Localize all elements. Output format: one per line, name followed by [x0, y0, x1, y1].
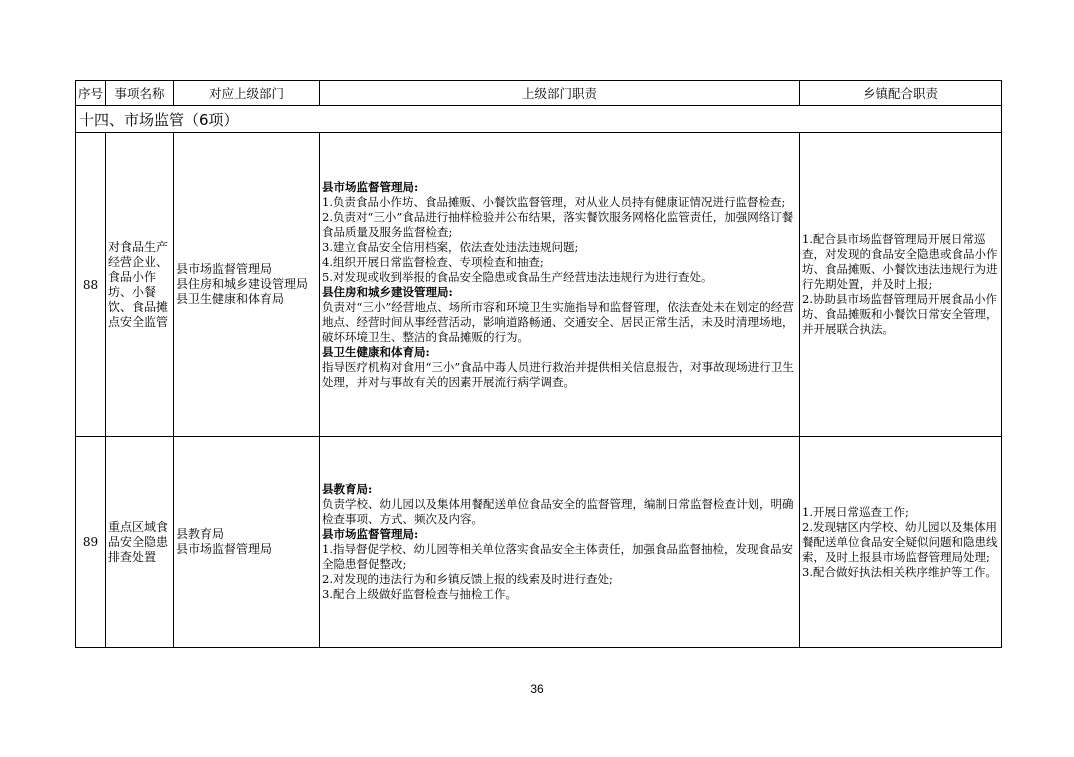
- dept-heading: 县住房和城乡建设管理局:: [322, 284, 453, 299]
- duty-line: 4.组织开展日常监督检查、专项检查和抽查;: [322, 254, 544, 269]
- duty-line: 2.对发现的违法行为和乡镇反馈上报的线索及时进行查处;: [322, 572, 613, 586]
- header-cell: 上级部门职责: [320, 81, 800, 106]
- duty-line: 2.发现辖区内学校、幼儿园以及集体用餐配送单位食品安全疑似问题和隐患线索，及时上报县市场监督管理局处理;: [802, 519, 998, 564]
- superior-depts: [174, 437, 320, 648]
- header-cell: 序号: [76, 81, 106, 106]
- table-row: [76, 437, 1002, 648]
- duty-line: 负责对“三小”经营地点、场所市容和环境卫生实施指导和监督管理，依法查处未在划定的经营地点、经营时间从事经营活动，影响道路畅通、交通安全、居民正常生活，未及时清理场地，破坏环境卫生、整洁的食品摊贩的行为。: [322, 299, 794, 344]
- duty-line: 指导医疗机构对食用“三小”食品中毒人员进行救治并提供相关信息报告，对事故现场进行卫生处理，并对与事故有关的因素开展流行病学调查。: [322, 359, 794, 389]
- dept-line: 县市场监督管理局: [176, 542, 273, 556]
- item-name: 重点区域食品安全隐患排查处置: [106, 437, 174, 648]
- town-duties: [800, 133, 1002, 437]
- page-number: 36: [530, 682, 544, 696]
- item-name: 对食品生产经营企业、食品小作坊、小餐饮、食品摊点安全监管: [106, 133, 174, 437]
- dept-heading: 县卫生健康和体育局:: [322, 344, 430, 359]
- dept-line: 县住房和城乡建设管理局: [176, 277, 309, 291]
- table-row: [76, 133, 1002, 437]
- duty-line: 1.配合县市场监督管理局开展日常巡查，对发现的食品安全隐患或食品小作坊、食品摊贩、小餐饮违法违规行为进行先期处置，并及时上报;: [802, 232, 998, 291]
- header-row: [76, 81, 1002, 106]
- duty-table: [75, 80, 1002, 648]
- superior-duties: [320, 133, 800, 437]
- duty-line: 3.配合上级做好监督检查与抽检工作。: [322, 587, 517, 601]
- duty-line: 2.协助县市场监督管理局开展食品小作坊、食品摊贩和小餐饮日常安全管理，并开展联合执法。: [802, 292, 998, 336]
- duty-line: 3.建立食品安全信用档案，依法查处违法违规问题;: [322, 239, 579, 254]
- row-number: 89: [76, 437, 106, 648]
- header-cell: 乡镇配合职责: [800, 81, 1002, 106]
- dept-line: 县教育局: [176, 527, 225, 541]
- duty-line: 5.对发现或收到举报的食品安全隐患或食品生产经营违法违规行为进行查处。: [322, 269, 713, 284]
- dept-line: 县卫生健康和体育局: [176, 292, 285, 306]
- duty-line: 1.负责食品小作坊、食品摊贩、小餐饮监督管理，对从业人员持有健康证情况进行监督检查;: [322, 194, 786, 209]
- dept-heading: 县市场监督管理局:: [322, 179, 419, 194]
- superior-depts: [174, 133, 320, 437]
- duty-line: 负责学校、幼儿园以及集体用餐配送单位食品安全的监督管理，编制日常监督检查计划，明确检查事项、方式、频次及内容。: [322, 497, 794, 526]
- header-cell: 对应上级部门: [174, 81, 320, 106]
- duty-line: 1.指导督促学校、幼儿园等相关单位落实食品安全主体责任，加强食品监督抽检，发现食品安全隐患督促整改;: [322, 542, 793, 571]
- duty-line: 2.负责对“三小”食品进行抽样检验并公布结果，落实餐饮服务网格化监管责任，加强网络订餐食品质量及服务监督检查;: [322, 209, 794, 239]
- town-duties: [800, 437, 1002, 648]
- section-row: [76, 106, 1002, 133]
- section-title: 十四、市场监管（6项）: [76, 106, 1002, 133]
- dept-heading: 县市场监督管理局:: [322, 527, 419, 541]
- duty-line: 1.开展日常巡查工作;: [802, 504, 909, 519]
- dept-heading: 县教育局:: [322, 482, 373, 496]
- row-number: 88: [76, 133, 106, 437]
- duty-line: 3.配合做好执法相关秩序维护等工作。: [802, 564, 997, 579]
- dept-line: 县市场监督管理局: [176, 262, 273, 276]
- header-cell: 事项名称: [106, 81, 174, 106]
- superior-duties: [320, 437, 800, 648]
